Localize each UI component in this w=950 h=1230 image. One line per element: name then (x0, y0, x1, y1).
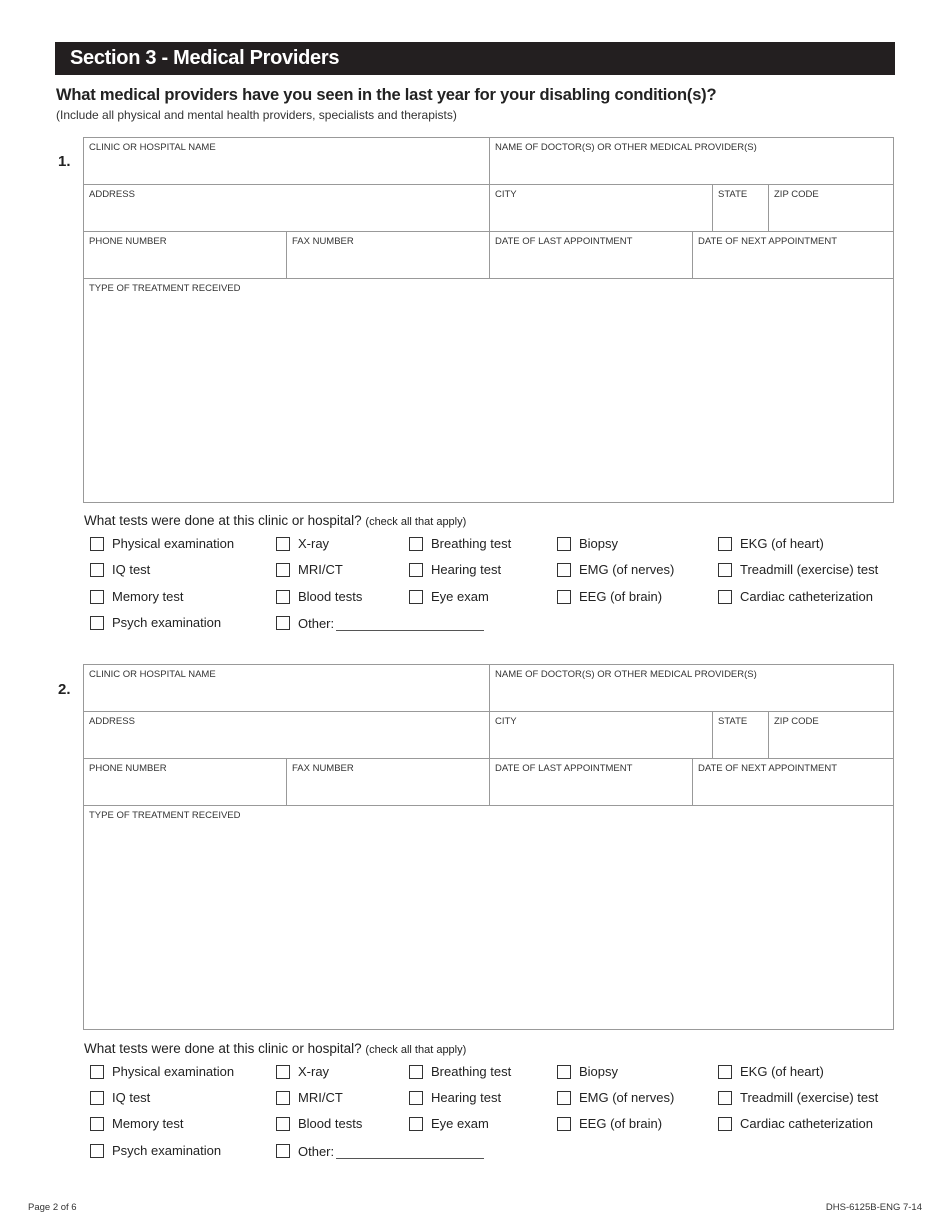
checkbox-label: MRI/CT (298, 1090, 343, 1105)
checkbox-box[interactable] (409, 1065, 423, 1079)
checkbox-box[interactable] (90, 1065, 104, 1079)
checkbox-box[interactable] (409, 563, 423, 577)
phone-label: PHONE NUMBER (89, 763, 167, 774)
last-appointment-field[interactable] (490, 759, 693, 805)
checkbox-box[interactable] (409, 537, 423, 551)
next-appointment-field[interactable] (693, 759, 893, 805)
clinic-name-label: CLINIC OR HOSPITAL NAME (89, 669, 216, 680)
provider-2-row-name (84, 665, 893, 712)
checkbox-label: MRI/CT (298, 562, 343, 577)
checkbox-psych-exam-2[interactable] (90, 1143, 221, 1158)
city-label: CITY (495, 189, 517, 200)
checkbox-box[interactable] (90, 563, 104, 577)
checkbox-treadmill-1[interactable] (718, 562, 878, 577)
checkbox-box[interactable] (90, 537, 104, 551)
page-number: Page 2 of 6 (28, 1202, 77, 1213)
doctor-name-label: NAME OF DOCTOR(S) OR OTHER MEDICAL PROVIDER(S) (495, 669, 757, 680)
city-label: CITY (495, 716, 517, 727)
checkbox-box[interactable] (276, 590, 290, 604)
checkbox-breathing-test-1[interactable] (409, 536, 511, 551)
checkbox-blood-tests-1[interactable] (276, 589, 362, 604)
clinic-name-field[interactable] (84, 665, 490, 711)
checkbox-psych-exam-1[interactable] (90, 615, 221, 630)
checkbox-box[interactable] (718, 563, 732, 577)
checkbox-other-2[interactable] (276, 1143, 484, 1159)
checkbox-label: Treadmill (exercise) test (740, 1090, 879, 1105)
checkbox-box[interactable] (557, 1117, 571, 1131)
zip-field[interactable] (769, 712, 893, 758)
checkbox-label: Physical examination (112, 1064, 235, 1079)
checkbox-other-1[interactable] (276, 615, 484, 631)
tests-note: (check all that apply) (365, 1044, 467, 1056)
fax-field[interactable] (287, 759, 490, 805)
checkbox-box[interactable] (90, 590, 104, 604)
checkbox-label: EMG (of nerves) (579, 1090, 675, 1105)
checkbox-label: EEG (of brain) (579, 589, 663, 604)
provider-number-2: 2. (58, 681, 71, 698)
checkbox-box[interactable] (557, 563, 571, 577)
state-label: STATE (718, 716, 748, 727)
checkbox-label: Breathing test (431, 536, 512, 551)
tests-question-text: What tests were done at this clinic or hospital? (84, 513, 362, 528)
checkbox-ekg-1[interactable] (718, 536, 824, 551)
section-header (55, 42, 895, 75)
provider-1-row-name (84, 138, 893, 185)
city-field[interactable] (490, 712, 713, 758)
checkbox-box[interactable] (276, 1091, 290, 1105)
providers-question: What medical providers have you seen in the last year for your disabling condition(s)? (56, 86, 717, 104)
checkbox-eye-exam-2[interactable] (409, 1116, 489, 1131)
zip-label: ZIP CODE (774, 189, 819, 200)
checkbox-label: Physical examination (112, 536, 235, 551)
checkbox-box[interactable] (557, 1091, 571, 1105)
tests-question-text: What tests were done at this clinic or hospital? (84, 1041, 362, 1056)
checkbox-emg-1[interactable] (557, 562, 674, 577)
checkbox-label: Blood tests (298, 1116, 363, 1131)
provider-1-row-contact (84, 232, 893, 279)
state-field[interactable] (713, 185, 769, 231)
checkbox-physical-exam-2[interactable] (90, 1064, 234, 1079)
checkbox-label: Eye exam (431, 1116, 489, 1131)
provider-1-row-address (84, 185, 893, 232)
checkbox-box[interactable] (276, 616, 290, 630)
checkbox-box[interactable] (276, 1117, 290, 1131)
checkbox-label: Memory test (112, 589, 184, 604)
checkbox-box[interactable] (276, 563, 290, 577)
checkbox-box[interactable] (557, 590, 571, 604)
checkbox-cardiac-cath-1[interactable] (718, 589, 873, 604)
checkbox-box[interactable] (718, 1065, 732, 1079)
clinic-name-field[interactable] (84, 138, 490, 184)
checkbox-box[interactable] (276, 1144, 290, 1158)
checkbox-iq-test-2[interactable] (90, 1090, 150, 1105)
last-appointment-field[interactable] (490, 232, 693, 278)
checkbox-memory-test-1[interactable] (90, 589, 184, 604)
next-appointment-label: DATE OF NEXT APPOINTMENT (698, 763, 837, 774)
tests-note: (check all that apply) (365, 516, 467, 528)
checkbox-box[interactable] (718, 590, 732, 604)
other-text-input[interactable] (336, 1143, 484, 1159)
treatment-label: TYPE OF TREATMENT RECEIVED (89, 810, 241, 821)
checkbox-label: X-ray (298, 1064, 330, 1079)
providers-subquestion: (Include all physical and mental health providers, specialists and therapists) (56, 108, 457, 122)
checkbox-treadmill-2[interactable] (718, 1090, 878, 1105)
doctor-name-field[interactable] (490, 138, 893, 184)
doctor-name-label: NAME OF DOCTOR(S) OR OTHER MEDICAL PROVIDER(S) (495, 142, 757, 153)
checkbox-hearing-test-1[interactable] (409, 562, 501, 577)
checkbox-box[interactable] (718, 1091, 732, 1105)
zip-label: ZIP CODE (774, 716, 819, 727)
checkbox-label: Breathing test (431, 1064, 512, 1079)
form-id: DHS-6125B-ENG 7-14 (825, 1202, 922, 1213)
checkbox-box[interactable] (557, 537, 571, 551)
section-title: Section 3 - Medical Providers (70, 47, 340, 69)
provider-2-row-treatment (84, 806, 893, 1030)
checkbox-label: Psych examination (112, 615, 222, 630)
checkbox-label: Hearing test (431, 1090, 502, 1105)
checkbox-label: EMG (of nerves) (579, 562, 675, 577)
phone-field[interactable] (84, 232, 287, 278)
checkbox-label: Memory test (112, 1116, 184, 1131)
checkbox-memory-test-2[interactable] (90, 1116, 184, 1131)
provider-number-1: 1. (58, 153, 71, 170)
checkbox-label: EKG (of heart) (740, 536, 824, 551)
tests-question-1 (84, 513, 466, 528)
checkbox-box[interactable] (409, 1117, 423, 1131)
checkbox-box[interactable] (276, 537, 290, 551)
checkbox-xray-2[interactable] (276, 1064, 329, 1079)
fax-label: FAX NUMBER (292, 236, 354, 247)
checkbox-breathing-test-2[interactable] (409, 1064, 511, 1079)
checkbox-physical-exam-1[interactable] (90, 536, 234, 551)
phone-label: PHONE NUMBER (89, 236, 167, 247)
last-appointment-label: DATE OF LAST APPOINTMENT (495, 236, 633, 247)
checkbox-box[interactable] (409, 590, 423, 604)
checkbox-box[interactable] (409, 1091, 423, 1105)
checkbox-label: Psych examination (112, 1143, 222, 1158)
provider-2-row-contact (84, 759, 893, 806)
checkbox-blood-tests-2[interactable] (276, 1116, 362, 1131)
phone-field[interactable] (84, 759, 287, 805)
address-field[interactable] (84, 185, 490, 231)
state-field[interactable] (713, 712, 769, 758)
treatment-field[interactable] (84, 279, 893, 502)
other-text-input[interactable] (336, 615, 484, 631)
checkbox-label: Cardiac catheterization (740, 589, 873, 604)
checkbox-label: IQ test (112, 562, 151, 577)
provider-1-form (83, 137, 894, 503)
checkbox-ekg-2[interactable] (718, 1064, 824, 1079)
last-appointment-label: DATE OF LAST APPOINTMENT (495, 763, 633, 774)
checkbox-box[interactable] (718, 1117, 732, 1131)
checkbox-label: Biopsy (579, 1064, 619, 1079)
checkbox-hearing-test-2[interactable] (409, 1090, 501, 1105)
checkbox-biopsy-1[interactable] (557, 536, 618, 551)
checkbox-eeg-1[interactable] (557, 589, 662, 604)
doctor-name-field[interactable] (490, 665, 893, 711)
checkbox-box[interactable] (90, 1144, 104, 1158)
checkbox-label: IQ test (112, 1090, 151, 1105)
state-label: STATE (718, 189, 748, 200)
fax-field[interactable] (287, 232, 490, 278)
checkbox-label: Blood tests (298, 589, 363, 604)
treatment-field[interactable] (84, 806, 893, 1029)
checkbox-box[interactable] (90, 1091, 104, 1105)
checkbox-label: Eye exam (431, 589, 489, 604)
checkbox-emg-2[interactable] (557, 1090, 674, 1105)
tests-question-2 (84, 1041, 466, 1056)
checkbox-box[interactable] (90, 616, 104, 630)
address-label: ADDRESS (89, 716, 135, 727)
next-appointment-label: DATE OF NEXT APPOINTMENT (698, 236, 837, 247)
address-field[interactable] (84, 712, 490, 758)
checkbox-label: Other: (298, 1143, 335, 1159)
checkbox-label: Hearing test (431, 562, 502, 577)
checkbox-label: EEG (of brain) (579, 1116, 663, 1131)
next-appointment-field[interactable] (693, 232, 893, 278)
checkbox-label: X-ray (298, 536, 330, 551)
address-label: ADDRESS (89, 189, 135, 200)
clinic-name-label: CLINIC OR HOSPITAL NAME (89, 142, 216, 153)
checkbox-box[interactable] (90, 1117, 104, 1131)
treatment-label: TYPE OF TREATMENT RECEIVED (89, 283, 241, 294)
checkbox-label: EKG (of heart) (740, 1064, 824, 1079)
checkbox-label: Treadmill (exercise) test (740, 562, 879, 577)
checkbox-mri-ct-1[interactable] (276, 562, 343, 577)
fax-label: FAX NUMBER (292, 763, 354, 774)
checkbox-xray-1[interactable] (276, 536, 329, 551)
checkbox-eeg-2[interactable] (557, 1116, 662, 1131)
checkbox-label: Other: (298, 615, 335, 631)
checkbox-biopsy-2[interactable] (557, 1064, 618, 1079)
checkbox-cardiac-cath-2[interactable] (718, 1116, 873, 1131)
provider-2-form (83, 664, 894, 1030)
city-field[interactable] (490, 185, 713, 231)
checkbox-iq-test-1[interactable] (90, 562, 150, 577)
zip-field[interactable] (769, 185, 893, 231)
checkbox-label: Cardiac catheterization (740, 1116, 873, 1131)
checkbox-box[interactable] (557, 1065, 571, 1079)
checkbox-box[interactable] (718, 537, 732, 551)
checkbox-label: Biopsy (579, 536, 619, 551)
provider-1-row-treatment (84, 279, 893, 503)
checkbox-eye-exam-1[interactable] (409, 589, 489, 604)
checkbox-box[interactable] (276, 1065, 290, 1079)
provider-2-row-address (84, 712, 893, 759)
checkbox-mri-ct-2[interactable] (276, 1090, 343, 1105)
